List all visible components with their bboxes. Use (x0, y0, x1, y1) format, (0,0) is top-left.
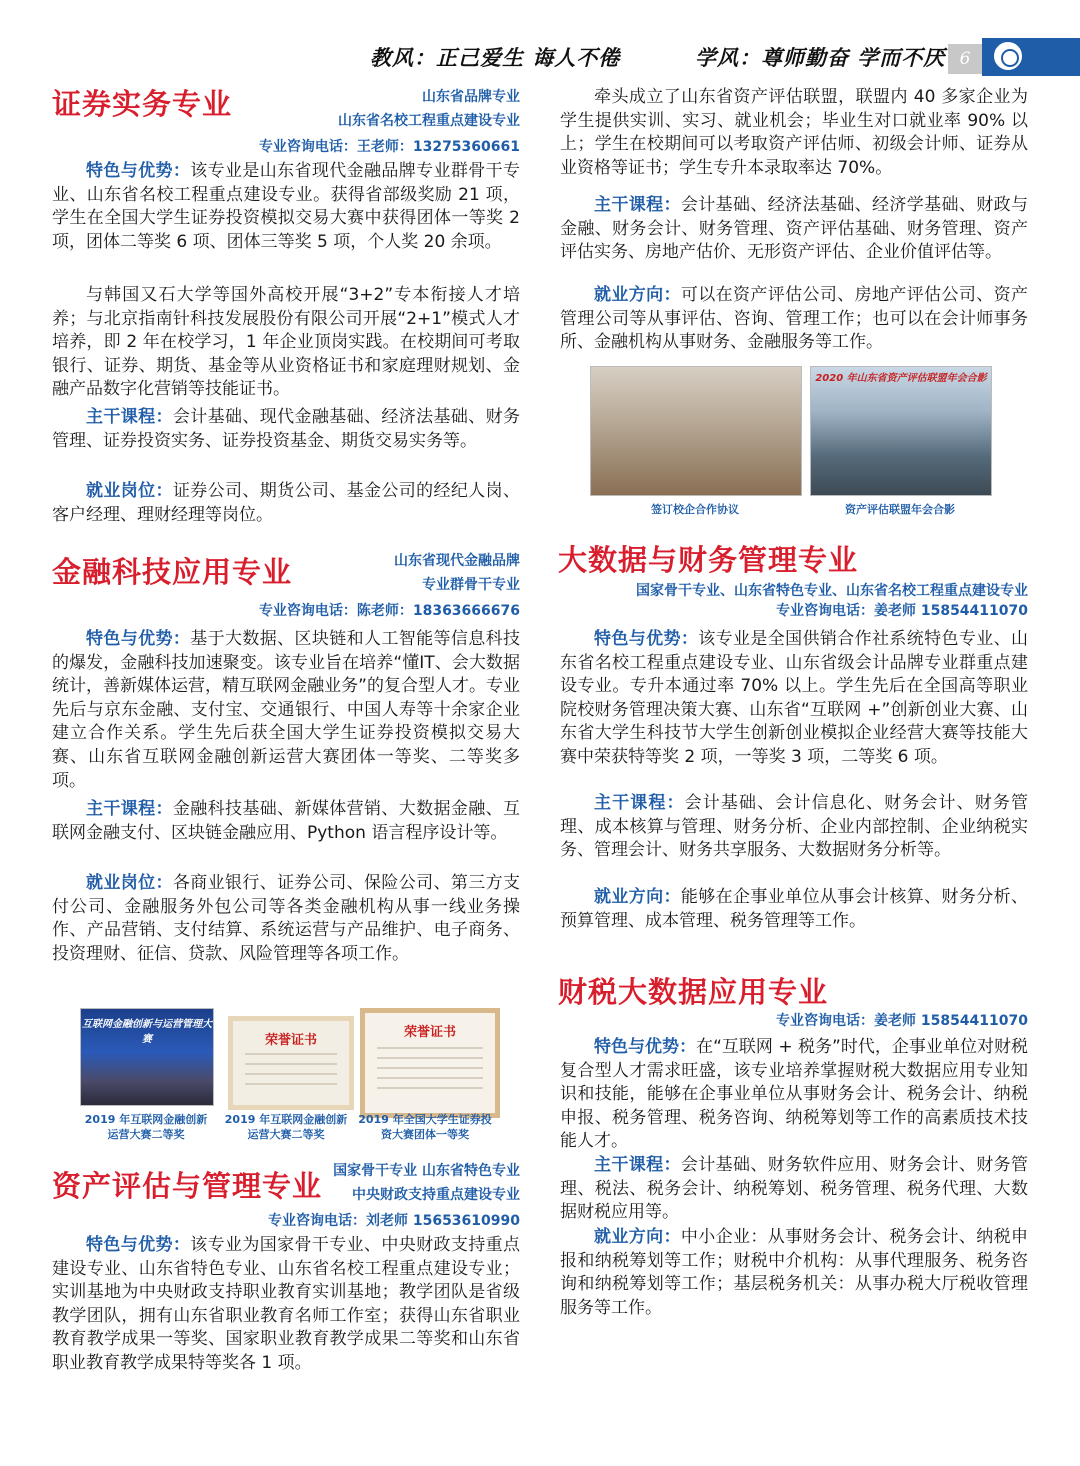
lead-label: 特色与优势： (86, 1235, 191, 1255)
certificate-photo (360, 1008, 500, 1118)
paragraph-features: 特色与优势：该专业是山东省现代金融品牌专业群骨干专业、山东省名校工程重点建设专业。获得省部级奖励 21 项，学生在全国大学生证券投资模拟交易大赛中获得团体一等奖 2 项，团体二等奖 6 项、团体三等奖 5 项，个人奖 20 余项。 (52, 161, 520, 252)
award-stage-photo (80, 1008, 214, 1106)
contact-phone: 专业咨询电话：刘老师 15653610990 (267, 1213, 520, 1229)
paragraph-courses: 主干课程：会计基础、财务软件应用、财务会计、财务管理、税法、税务会计、纳税筹划、税务管理、税务代理、大数据财税应用等。 (560, 1155, 1028, 1223)
lead-label: 就业岗位： (86, 873, 173, 893)
paragraph-cooperation: 与韩国又石大学等国外高校开展“3+2”专本衔接人才培养；与北京指南针科技发展股份有限公司开展“2+1”模式人才培养，即 2 年在校学习，1 年企业顶岗实践。在校期间可考取银行、证券、期货、基金等从业资格证书和家庭理财规划、金融产品数字化营销等技能证书。 (52, 285, 520, 400)
left-column (52, 80, 520, 1460)
teaching-motto: 教风：正己爱生 诲人不倦 (370, 45, 621, 70)
alliance-group-photo (810, 366, 992, 496)
signing-photo (590, 366, 802, 496)
lead-label: 就业方向： (594, 1227, 681, 1247)
section-title-asset-appraisal: 资产评估与管理专业 (52, 1169, 323, 1203)
section-tag: 国家骨干专业、山东省特色专业、山东省名校工程重点建设专业 (636, 583, 1028, 599)
lead-label: 主干课程： (86, 407, 173, 427)
section-title-tax-big-data: 财税大数据应用专业 (558, 975, 829, 1009)
lead-label: 就业方向： (594, 285, 681, 305)
right-column (560, 80, 1028, 1460)
contact-phone: 专业咨询电话：姜老师 15854411070 (775, 1013, 1028, 1029)
lead-label: 就业岗位： (86, 481, 173, 501)
photo-caption: 2019 年全国大学生证券投资大赛团体一等奖 (358, 1113, 492, 1141)
section-title-big-data-finance: 大数据与财务管理专业 (558, 543, 859, 577)
section-tag: 中央财政支持重点建设专业 (352, 1187, 520, 1203)
paragraph-courses: 主干课程：会计基础、经济法基础、经济学基础、财政与金融、财务会计、财务管理、资产评估基础、财务管理、资产评估实务、房地产估价、无形资产评估、企业价值评估等。 (560, 195, 1028, 263)
certificate-title: 荣誉证书 (264, 1033, 317, 1048)
lead-label: 特色与优势： (86, 629, 191, 649)
section-tag: 山东省品牌专业 (422, 89, 520, 105)
photo-caption: 资产评估联盟年会合影 (845, 503, 955, 516)
lead-label: 主干课程： (594, 195, 681, 215)
certificate-title: 荣誉证书 (403, 1025, 456, 1040)
lead-label: 主干课程： (594, 1155, 681, 1175)
lead-label: 主干课程： (86, 799, 173, 819)
paragraph-courses: 主干课程：会计基础、现代金融基础、经济法基础、财务管理、证券投资实务、证券投资基金、期货交易实务等。 (52, 407, 520, 451)
section-tag: 山东省名校工程重点建设专业 (338, 113, 520, 129)
photo-caption: 签订校企合作协议 (651, 503, 739, 516)
paragraph-features: 特色与优势：该专业为国家骨干专业、中央财政支持重点建设专业、山东省特色专业、山东省名校工程重点建设专业；实训基地为中央财政支持职业教育实训基地；教学团队是省级教学团队，拥有山东省职业教育名师工作室；获得山东省职业教育教学成果一等奖、国家职业教育教学成果二等奖和山东省职业教育教学成果特等奖各 1 项。 (52, 1235, 520, 1373)
paragraph-alliance: 牵头成立了山东省资产评估联盟，联盟内 40 多家企业为学生提供实训、实习、就业机会；毕业生对口就业率 90% 以上；学生在校期间可以考取资产评估师、初级会计师、证券从业资格等证书；学生专升本录取率达 70%。 (560, 87, 1028, 178)
paragraph-jobs: 就业岗位：证券公司、期货公司、基金公司的经纪人岗、客户经理、理财经理等岗位。 (52, 481, 520, 525)
certificate-photo (228, 1016, 354, 1110)
page-header (350, 34, 1080, 76)
photo-caption: 2019 年互联网金融创新运营大赛二等奖 (84, 1113, 208, 1141)
section-tag: 山东省现代金融品牌 (394, 553, 520, 569)
paragraph-jobs: 就业方向：中小企业：从事财务会计、税务会计、纳税申报和纳税筹划等工作；财税中介机构：从事代理服务、税务咨询和纳税筹划等工作；基层税务机关：从事办税大厅税收管理服务等工作。 (560, 1227, 1028, 1318)
paragraph-courses: 主干课程：金融科技基础、新媒体营销、大数据金融、互联网金融支付、区块链金融应用、Python 语言程序设计等。 (52, 799, 520, 843)
paragraph-jobs: 就业方向：能够在企事业单位从事会计核算、财务分析、预算管理、成本管理、税务管理等工作。 (560, 887, 1028, 931)
lead-label: 特色与优势： (86, 161, 191, 181)
lead-label: 特色与优势： (594, 629, 699, 649)
paragraph-features: 特色与优势：在“互联网 + 税务”时代，企事业单位对财税复合型人才需求旺盛，该专业培养掌握财税大数据应用专业知识和技能，能够在企事业单位从事财务会计、税务会计、纳税申报、税务管理、税务咨询、纳税筹划等工作的高素质技术技能人才。 (560, 1037, 1028, 1152)
section-tag: 专业群骨干专业 (422, 577, 520, 593)
section-title-fintech: 金融科技应用专业 (52, 555, 293, 589)
section-tag: 国家骨干专业 山东省特色专业 (333, 1163, 520, 1179)
school-logo-icon (992, 40, 1024, 72)
lead-label: 就业方向： (594, 887, 681, 907)
photo-banner: 2020 年山东省资产评估联盟年会合影 (815, 373, 987, 384)
paragraph-features: 特色与优势：该专业是全国供销合作社系统特色专业、山东省名校工程重点建设专业、山东省级会计品牌专业群重点建设专业。专升本通过率 70% 以上。学生先后在全国高等职业院校财务管理决策大赛、山东省“互联网 +”创新创业大赛、山东省大学生科技节大学生创新创业模拟企业经营大赛等技能大赛中荣获特等奖 2 项，一等奖 3 项，二等奖 6 项。 (560, 629, 1028, 767)
paragraph-jobs: 就业岗位：各商业银行、证券公司、保险公司、第三方支付公司、金融服务外包公司等各类金融机构从事一线业务操作、产品营销、支付结算、系统运营与产品维护、电子商务、投资理财、征信、贷款、风险管理等各项工作。 (52, 873, 520, 964)
photo-caption: 2019 年互联网金融创新运营大赛二等奖 (224, 1113, 348, 1141)
contact-phone: 专业咨询电话：姜老师 15854411070 (775, 603, 1028, 619)
paragraph-courses: 主干课程：会计基础、会计信息化、财务会计、财务管理、成本核算与管理、财务分析、企业内部控制、企业纳税实务、管理会计、财务共享服务、大数据财务分析等。 (560, 793, 1029, 861)
header-bar (982, 38, 1080, 76)
section-title-securities: 证券实务专业 (52, 87, 233, 121)
page-number: 6 (948, 44, 982, 74)
contact-phone: 专业咨询电话：王老师：13275360661 (258, 139, 520, 155)
lead-label: 主干课程： (594, 793, 685, 813)
contact-phone: 专业咨询电话：陈老师：18363666676 (258, 603, 520, 619)
paragraph-jobs: 就业方向：可以在资产评估公司、房地产评估公司、资产管理公司等从事评估、咨询、管理工作；也可以在会计师事务所、金融机构从事财务、金融服务等工作。 (560, 285, 1028, 353)
paragraph-features: 特色与优势：基于大数据、区块链和人工智能等信息科技的爆发，金融科技加速聚变。该专业旨在培养“懂IT、会大数据统计，善新媒体运营，精互联网金融业务”的复合型人才。专业先后与京东金融、支付宝、交通银行、中国人寿等十余家企业建立合作关系。学生先后获全国大学生证券投资模拟交易大赛、山东省互联网金融创新运营大赛团体一等奖、二等奖多项。 (52, 629, 520, 791)
photo-banner: 互联网金融创新与运营管理大赛 (82, 1019, 212, 1045)
lead-label: 特色与优势： (594, 1037, 697, 1057)
learning-motto: 学风：尊师勤奋 学而不厌 (695, 45, 946, 70)
